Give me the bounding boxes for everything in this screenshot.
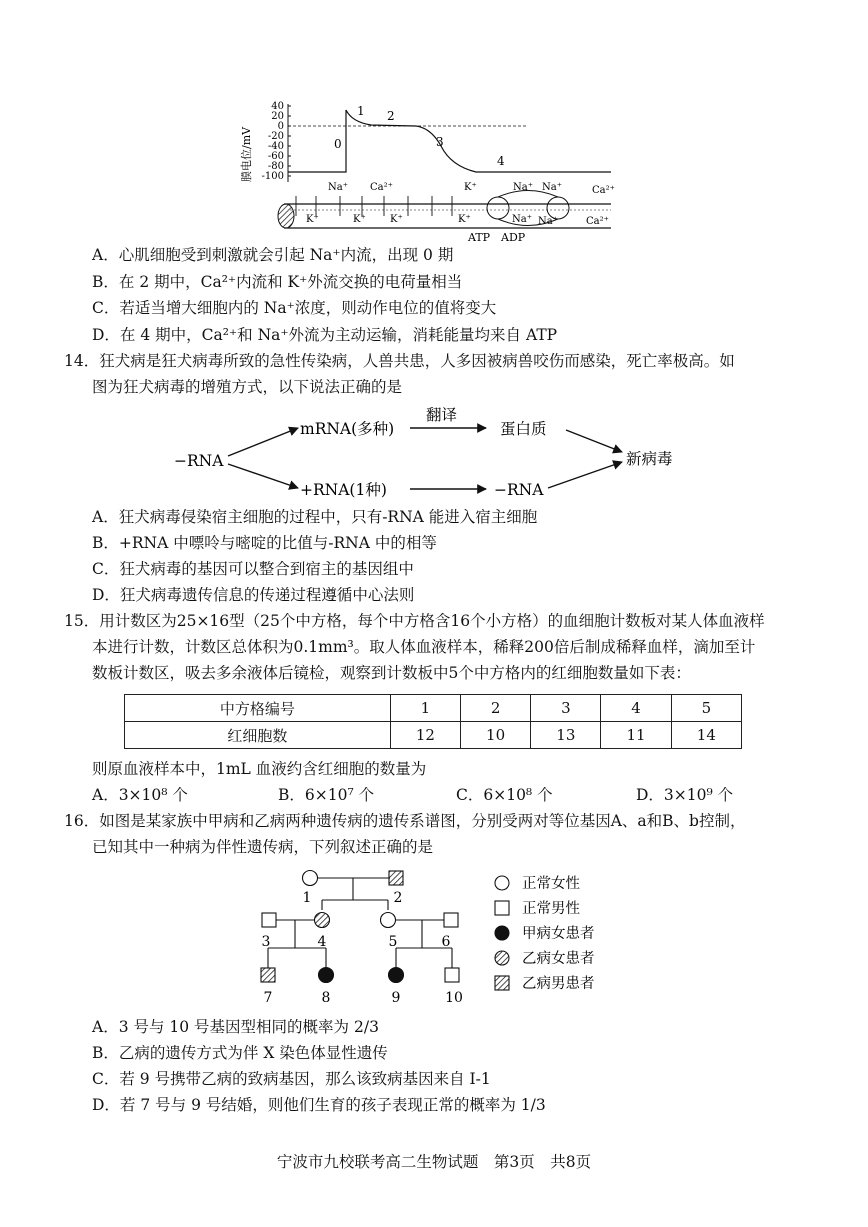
adp-label: ADP xyxy=(501,231,526,244)
phase-label: 4 xyxy=(497,154,505,168)
y-tick: 0 xyxy=(277,121,284,132)
table-cell: 3 xyxy=(531,695,601,722)
pedigree-lines xyxy=(268,878,452,968)
pedigree-individual-7 xyxy=(261,968,275,982)
q16-option-c: C．若 9 号携带乙病的致病基因，那么该致病基因来自 I-1 xyxy=(92,1070,491,1088)
page-footer: 宁波市九校联考高二生物试题 第3页 共8页 xyxy=(276,1153,592,1171)
atp-label: ATP xyxy=(468,231,491,244)
ion-label: Na⁺ xyxy=(512,214,532,225)
neg-rna-label: −RNA xyxy=(174,452,224,470)
y-ticks xyxy=(262,101,284,182)
y-tick: 20 xyxy=(271,111,284,122)
table-header: 中方格编号 xyxy=(125,695,391,722)
phase-label: 1 xyxy=(357,104,365,118)
table-cell: 4 xyxy=(601,695,671,722)
y-tick: -20 xyxy=(267,131,284,142)
ion-label: Na⁺ xyxy=(542,182,562,193)
y-tick: -80 xyxy=(267,161,284,172)
q14-stem: 14．狂犬病是狂犬病毒所致的急性传染病，人兽共患，人多因被病兽咬伤而感染，死亡率极高。如 xyxy=(64,352,735,370)
q16-stem: 16．如图是某家族中甲病和乙病两种遗传病的遗传系谱图，分别受两对等位基因A、a和B、b控制， xyxy=(64,812,746,830)
pedigree-individual-1 xyxy=(303,871,318,886)
q13-option-b: B．在 2 期中，Ca²⁺内流和 K⁺外流交换的电荷量相当 xyxy=(92,273,463,291)
phase-labels xyxy=(334,104,505,168)
ion-label: K⁺ xyxy=(464,182,477,193)
table-row xyxy=(125,722,742,749)
pedigree-number: 1 xyxy=(302,890,312,906)
table-cell: 5 xyxy=(671,695,741,722)
pedigree-number: 3 xyxy=(261,934,271,950)
legend-disease-b-female-icon xyxy=(495,951,509,965)
table-cell: 12 xyxy=(390,722,460,749)
table-row xyxy=(125,695,742,722)
cell-end xyxy=(278,204,294,228)
pedigree-number: 5 xyxy=(388,934,398,950)
q14-option-d: D．狂犬病毒遗传信息的传递过程遵循中心法则 xyxy=(92,586,415,604)
table-cell: 11 xyxy=(601,722,671,749)
table-cell: 13 xyxy=(531,722,601,749)
legend-disease-b-male-icon xyxy=(495,976,509,990)
q16-option-b: B．乙病的遗传方式为伴 X 染色体显性遗传 xyxy=(92,1044,388,1062)
pos-rna-label: +RNA(1种) xyxy=(300,481,387,499)
phase-label: 3 xyxy=(436,135,444,149)
table-header: 红细胞数 xyxy=(125,722,391,749)
y-tick: -60 xyxy=(267,151,284,162)
q15-stem-cont: 本进行计数，计数区总体积为0.1mm³。取人体血液样本，稀释200倍后制成稀释血样，滴加至计 xyxy=(92,638,756,656)
q13-option-c: C．若适当增大细胞内的 Na⁺浓度，则动作电位的值将变大 xyxy=(92,299,497,317)
legend-normal-male-icon xyxy=(495,901,509,915)
ion-label: K⁺ xyxy=(306,214,319,225)
y-tick: -40 xyxy=(267,141,284,152)
pedigree-individual-3 xyxy=(262,913,276,927)
q15-option-a: A．3×10⁸ 个 xyxy=(92,786,188,804)
pedigree-number: 7 xyxy=(263,990,273,1006)
pedigree-individual-2 xyxy=(389,871,403,885)
legend-disease-a-female-icon xyxy=(495,926,509,940)
ion-label: Na⁺ xyxy=(538,216,558,227)
q14-option-c: C．狂犬病毒的基因可以整合到宿主的基因组中 xyxy=(92,560,414,578)
q15-option-c: C．6×10⁸ 个 xyxy=(456,786,553,804)
q15-question: 则原血液样本中，1mL 血液约含红细胞的数量为 xyxy=(92,760,427,778)
pedigree-individual-9 xyxy=(389,968,404,983)
table-cell: 1 xyxy=(390,695,460,722)
y-axis-label: 膜电位/mV xyxy=(240,126,253,182)
pedigree-individual-8 xyxy=(319,968,334,983)
y-tick: 40 xyxy=(271,101,284,112)
q15-option-d: D．3×10⁹ 个 xyxy=(636,786,734,804)
neg-rna2-label: −RNA xyxy=(494,481,544,499)
counting-table xyxy=(124,694,742,749)
legend-label: 甲病女患者 xyxy=(522,926,595,942)
pedigree-number: 9 xyxy=(391,990,401,1006)
pedigree-legend xyxy=(495,875,595,992)
table-cell: 14 xyxy=(671,722,741,749)
legend-normal-female-icon xyxy=(495,876,509,890)
protein-label: 蛋白质 xyxy=(500,420,547,438)
pedigree-number: 6 xyxy=(441,934,451,950)
pedigree-individual-10 xyxy=(445,968,459,982)
q15-option-b: B．6×10⁷ 个 xyxy=(278,786,375,804)
ion-label: Ca²⁺ xyxy=(586,216,609,227)
ion-label: Ca²⁺ xyxy=(592,185,615,196)
ion-label: Na⁺ xyxy=(513,182,533,193)
q16-option-a: A．3 号与 10 号基因型相同的概率为 2/3 xyxy=(92,1018,379,1036)
q15-stem-cont2: 数板计数区，吸去多余液体后镜检，观察到计数板中5个中方格内的红细胞数量如下表： xyxy=(92,664,691,682)
ion-label: Na⁺ xyxy=(328,182,348,193)
legend-label: 正常男性 xyxy=(522,901,580,917)
ion-label: Ca²⁺ xyxy=(370,182,393,193)
rabies-replication-diagram xyxy=(170,400,700,504)
new-virus-label: 新病毒 xyxy=(626,450,673,468)
action-potential-figure xyxy=(236,98,626,246)
ion-label: K⁺ xyxy=(390,214,403,225)
translate-label: 翻译 xyxy=(426,406,458,424)
q16-option-d: D．若 7 号与 9 号结婚，则他们生育的孩子表现正常的概率为 1/3 xyxy=(92,1096,546,1114)
pedigree-number: 10 xyxy=(445,990,463,1006)
pedigree-individual-4 xyxy=(315,913,330,928)
ion-label: K⁺ xyxy=(458,214,471,225)
legend-label: 正常女性 xyxy=(522,876,580,892)
legend-label: 乙病女患者 xyxy=(522,951,595,967)
pedigree-number: 8 xyxy=(321,990,331,1006)
pedigree-chart xyxy=(246,862,626,1012)
pedigree-individual-5 xyxy=(381,913,396,928)
q14-option-b: B．+RNA 中嘌呤与嘧啶的比值与-RNA 中的相等 xyxy=(92,534,437,552)
q13-option-a: A．心肌细胞受到刺激就会引起 Na⁺内流，出现 0 期 xyxy=(92,246,454,264)
pedigree-individual-6 xyxy=(444,913,458,927)
phase-label: 0 xyxy=(334,137,342,151)
mrna-label: mRNA(多种) xyxy=(300,420,395,438)
pedigree-number: 4 xyxy=(317,934,327,950)
table-cell: 10 xyxy=(460,722,530,749)
q13-option-d: D．在 4 期中，Ca²⁺和 Na⁺外流为主动运输，消耗能量均来自 ATP xyxy=(92,326,558,344)
ion-labels-bottom xyxy=(306,214,609,227)
q14-stem-cont: 图为狂犬病毒的增殖方式，以下说法正确的是 xyxy=(92,378,403,396)
q16-stem-cont: 已知其中一种病为伴性遗传病，下列叙述正确的是 xyxy=(92,838,434,856)
table-cell: 2 xyxy=(460,695,530,722)
q15-stem: 15．用计数区为25×16型（25个中方格，每个中方格含16个小方格）的血细胞计数板对某人体血液样 xyxy=(64,612,765,630)
pedigree-number: 2 xyxy=(393,890,403,906)
ion-label: K⁺ xyxy=(353,214,366,225)
phase-label: 2 xyxy=(387,109,395,123)
y-tick: -100 xyxy=(261,171,284,182)
ion-labels-top xyxy=(328,182,615,196)
q14-option-a: A．狂犬病毒侵染宿主细胞的过程中，只有-RNA 能进入宿主细胞 xyxy=(92,508,538,526)
legend-label: 乙病男患者 xyxy=(522,976,595,992)
ion-arrows xyxy=(296,196,452,216)
